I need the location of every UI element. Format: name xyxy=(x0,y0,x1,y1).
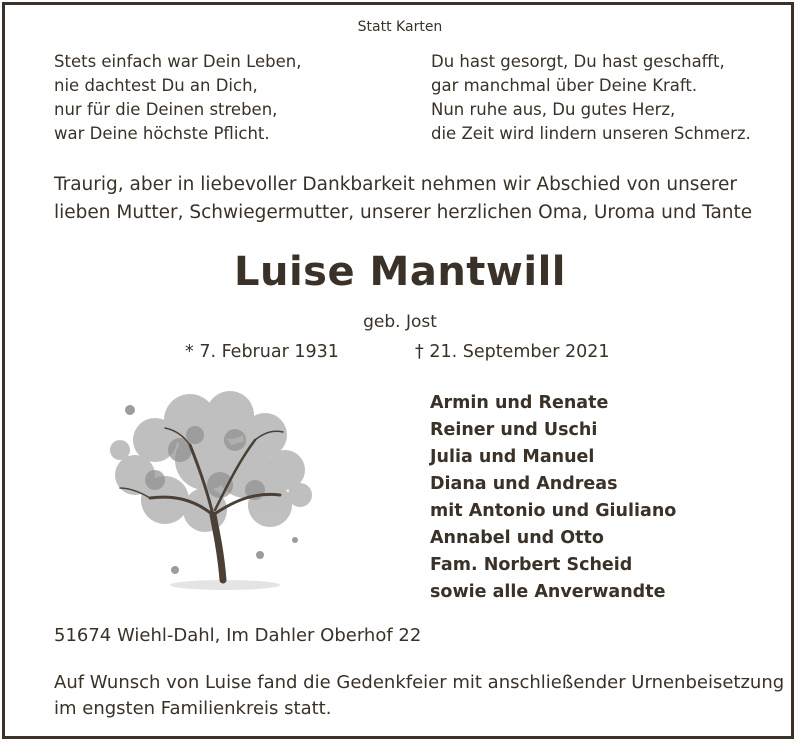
notice-line: im engsten Familienkreis statt. xyxy=(54,698,332,719)
poem-line: Nun ruhe aus, Du gutes Herz, xyxy=(431,100,676,119)
mourner-entry: Annabel und Otto xyxy=(430,528,604,548)
poem-left xyxy=(54,50,301,146)
mourner-entry: Julia und Manuel xyxy=(430,447,595,467)
poem-line: nie dachtest Du an Dich, xyxy=(54,76,258,95)
intro-text xyxy=(54,171,752,227)
mourner-entry: Armin und Renate xyxy=(430,393,609,413)
poem-line: die Zeit wird lindern unseren Schmerz. xyxy=(431,124,751,143)
intro-line: lieben Mutter, Schwiegermutter, unserer herzlichen Oma, Uroma und Tante xyxy=(54,202,753,223)
address: 51674 Wiehl-Dahl, Im Dahler Oberhof 22 xyxy=(54,625,422,646)
poem-line: war Deine höchste Pflicht. xyxy=(54,124,270,143)
header-statt-karten: Statt Karten xyxy=(357,19,443,35)
death-date: † 21. September 2021 xyxy=(415,342,610,362)
poem-right xyxy=(431,50,751,146)
mourners-list xyxy=(430,390,676,606)
maiden-name: geb. Jost xyxy=(363,312,437,332)
poem-line: Du hast gesorgt, Du hast geschafft, xyxy=(431,52,725,71)
notice-line: Auf Wunsch von Luise fand die Gedenkfeier mit anschließender Urnenbeisetzung xyxy=(54,672,785,693)
poem-line: gar manchmal über Deine Kraft. xyxy=(431,76,698,95)
deceased-name: Luise Mantwill xyxy=(233,249,567,295)
tree-illustration xyxy=(95,380,325,600)
mourner-entry: Reiner und Uschi xyxy=(430,420,598,440)
mourner-entry: Fam. Norbert Scheid xyxy=(430,555,633,575)
poem-line: Stets einfach war Dein Leben, xyxy=(54,52,302,71)
intro-line: Traurig, aber in liebevoller Dankbarkeit nehmen wir Abschied von unserer xyxy=(54,174,738,195)
mourner-entry: sowie alle Anverwandte xyxy=(430,582,666,602)
mourner-entry: Diana und Andreas xyxy=(430,474,618,494)
poem-line: nur für die Deinen streben, xyxy=(54,100,278,119)
funeral-notice xyxy=(54,670,784,722)
birth-date: * 7. Februar 1931 xyxy=(185,342,339,362)
mourner-entry: mit Antonio und Giuliano xyxy=(430,501,677,521)
